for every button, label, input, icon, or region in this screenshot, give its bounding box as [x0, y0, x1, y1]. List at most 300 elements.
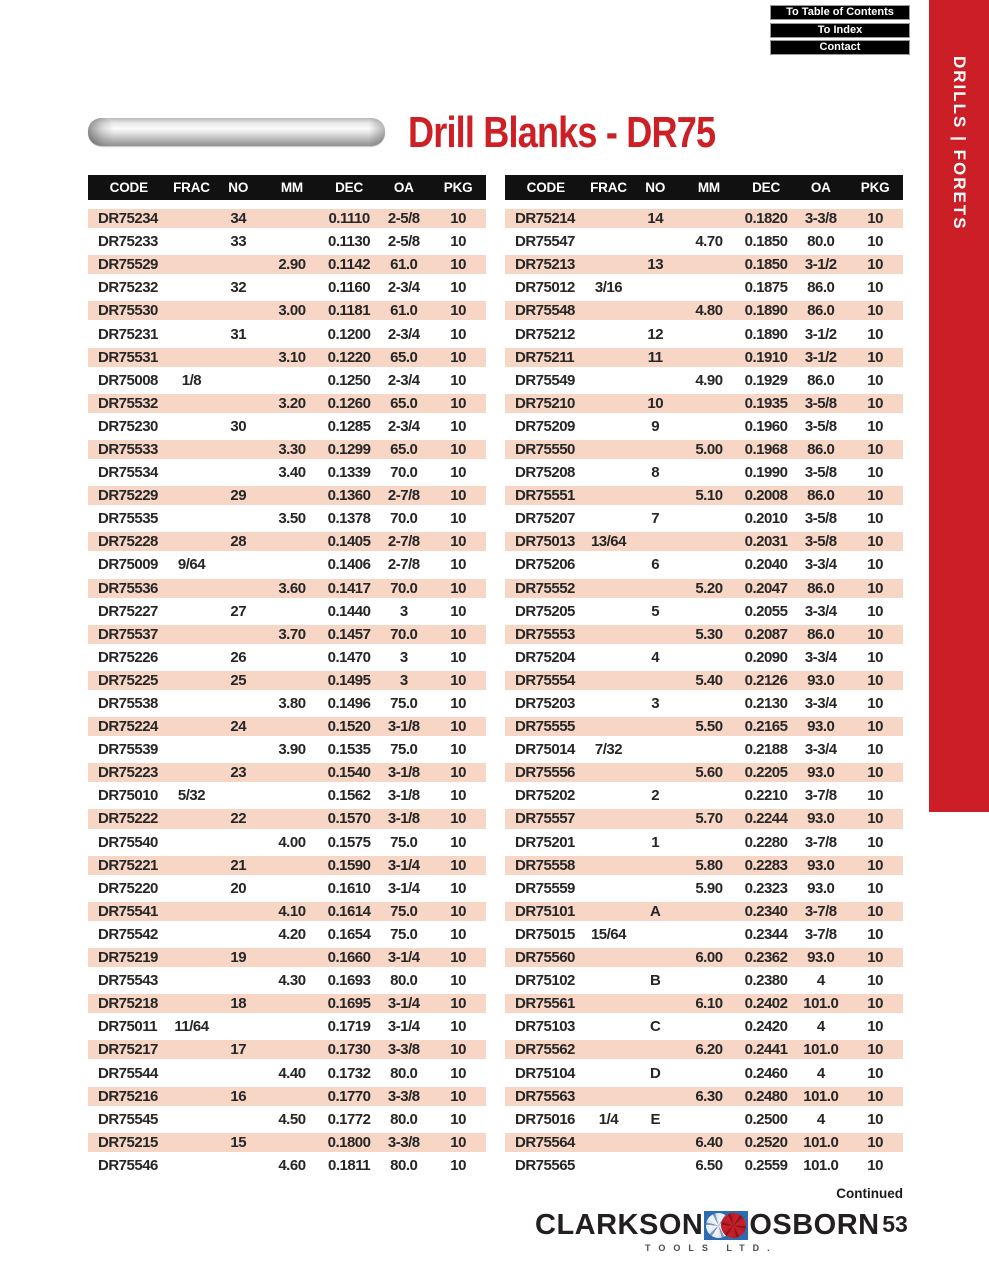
cell-oa: 3-1/8: [387, 764, 420, 782]
cell-dec: 0.2165: [744, 718, 788, 736]
cell-pkg: 10: [450, 533, 466, 551]
cell-code: DR75219: [98, 949, 158, 967]
cell-no: 19: [230, 949, 247, 967]
page-number: 53: [882, 1211, 908, 1237]
cell-oa: 86.0: [807, 440, 835, 458]
cell-mm: 6.40: [695, 1133, 723, 1151]
cell-pkg: 10: [450, 348, 466, 366]
cell-oa: 3-3/8: [387, 1041, 420, 1059]
cell-code: DR75213: [515, 256, 575, 274]
cell-no: 8: [651, 464, 660, 482]
cell-oa: 3-1/4: [387, 856, 420, 874]
cell-oa: 93.0: [807, 949, 835, 967]
cell-code: DR75550: [515, 440, 575, 458]
cell-no: 18: [230, 995, 247, 1013]
cell-oa: 3-3/4: [804, 556, 837, 574]
cell-code: DR75232: [98, 279, 158, 297]
cell-no: 29: [230, 487, 247, 505]
cell-pkg: 10: [867, 510, 883, 528]
cell-pkg: 10: [450, 856, 466, 874]
cell-pkg: 10: [450, 556, 466, 574]
cell-pkg: 10: [867, 256, 883, 274]
cell-pkg: 10: [867, 718, 883, 736]
cell-pkg: 10: [867, 394, 883, 412]
cell-pkg: 10: [450, 741, 466, 759]
cell-pkg: 10: [450, 210, 466, 228]
cell-pkg: 10: [867, 1133, 883, 1151]
cell-oa: 2-3/4: [387, 417, 420, 435]
cell-no: 3: [651, 695, 660, 713]
cell-code: DR75212: [515, 325, 575, 343]
cell-pkg: 10: [867, 233, 883, 251]
cell-code: DR75206: [515, 556, 575, 574]
cell-mm: 4.70: [695, 233, 723, 251]
table-row: [88, 948, 486, 971]
cell-mm: 3.70: [278, 625, 306, 643]
column-header-mm: MM: [697, 180, 720, 195]
cell-pkg: 10: [867, 440, 883, 458]
cell-oa: 93.0: [807, 671, 835, 689]
table-row: [88, 902, 486, 925]
cell-no: 2: [651, 787, 660, 805]
cell-oa: 2-5/8: [387, 233, 420, 251]
cell-dec: 0.2205: [744, 764, 788, 782]
table-row: [88, 1133, 486, 1156]
cell-dec: 0.1590: [327, 856, 371, 874]
cell-pkg: 10: [450, 648, 466, 666]
cell-pkg: 10: [450, 972, 466, 990]
cell-dec: 0.1614: [327, 902, 371, 920]
cell-oa: 86.0: [807, 371, 835, 389]
cell-dec: 0.2500: [744, 1110, 788, 1128]
cell-oa: 2-7/8: [387, 487, 420, 505]
cell-dec: 0.2126: [744, 671, 788, 689]
cell-pkg: 10: [450, 995, 466, 1013]
table-row: [88, 1156, 486, 1179]
cell-no: 20: [230, 879, 247, 897]
table-body: [505, 209, 903, 1179]
cell-oa: 3: [399, 671, 408, 689]
cell-mm: 5.20: [695, 579, 723, 597]
table-row: [505, 486, 903, 509]
to-index-button[interactable]: To Index: [770, 23, 910, 38]
cell-oa: 3: [399, 648, 408, 666]
cell-pkg: 10: [450, 1133, 466, 1151]
cell-code: DR75531: [98, 348, 158, 366]
cell-no: 21: [230, 856, 247, 874]
table-row: [505, 555, 903, 578]
cell-oa: 101.0: [803, 1041, 839, 1059]
cell-pkg: 10: [450, 718, 466, 736]
cell-dec: 0.1693: [327, 972, 371, 990]
cell-oa: 93.0: [807, 879, 835, 897]
cell-code: DR75545: [98, 1110, 158, 1128]
cell-code: DR75227: [98, 602, 158, 620]
cell-mm: 4.40: [278, 1064, 306, 1082]
to-table-of-contents-button[interactable]: To Table of Contents: [770, 5, 910, 20]
cell-dec: 0.1378: [327, 510, 371, 528]
cell-no: 24: [230, 718, 247, 736]
cell-no: 30: [230, 417, 247, 435]
table-row: [88, 925, 486, 948]
cell-oa: 101.0: [803, 995, 839, 1013]
page-title: Drill Blanks - DR75: [408, 108, 716, 157]
table-row: [505, 833, 903, 856]
table-row: [505, 879, 903, 902]
cell-mm: 3.10: [278, 348, 306, 366]
cell-pkg: 10: [867, 464, 883, 482]
parts-table-left: [88, 175, 486, 1179]
table-row: [505, 371, 903, 394]
column-header-pkg: PKG: [860, 180, 890, 195]
cell-no: 11: [647, 348, 663, 366]
table-row: [88, 440, 486, 463]
table-row: [505, 348, 903, 371]
cell-pkg: 10: [867, 579, 883, 597]
table-row: [88, 532, 486, 555]
table-row: [505, 625, 903, 648]
cell-oa: 3-3/8: [804, 210, 837, 228]
cell-code: DR75208: [515, 464, 575, 482]
cell-mm: 4.20: [278, 925, 306, 943]
cell-dec: 0.1250: [327, 371, 371, 389]
cell-pkg: 10: [867, 949, 883, 967]
cell-code: DR75559: [515, 879, 575, 897]
gear-swirl-right-icon: [721, 1213, 746, 1238]
table-row: [505, 763, 903, 786]
table-row: [505, 1040, 903, 1063]
cell-pkg: 10: [867, 371, 883, 389]
column-header-no: NO: [645, 180, 666, 195]
table-row: [88, 1063, 486, 1086]
cell-pkg: 10: [450, 1087, 466, 1105]
table-row: [88, 509, 486, 532]
cell-no: 33: [230, 233, 247, 251]
cell-mm: 6.30: [695, 1087, 723, 1105]
cell-oa: 3-1/4: [387, 995, 420, 1013]
table-row: [88, 809, 486, 832]
cell-code: DR75229: [98, 487, 158, 505]
cell-dec: 0.2210: [744, 787, 788, 805]
table-row: [505, 671, 903, 694]
table-row: [505, 509, 903, 532]
cell-code: DR75542: [98, 925, 158, 943]
cell-code: DR75555: [515, 718, 575, 736]
cell-oa: 61.0: [390, 256, 418, 274]
cell-oa: 75.0: [390, 925, 418, 943]
cell-oa: 70.0: [390, 464, 418, 482]
cell-code: DR75561: [515, 995, 575, 1013]
cell-code: DR75535: [98, 510, 158, 528]
cell-oa: 4: [816, 972, 825, 990]
cell-oa: 3-1/8: [387, 787, 420, 805]
cell-dec: 0.1570: [327, 810, 371, 828]
cell-frac: 11/64: [174, 1018, 209, 1036]
cell-frac: 1/8: [181, 371, 202, 389]
column-header-no: NO: [228, 180, 249, 195]
cell-pkg: 10: [867, 695, 883, 713]
cell-no: 23: [230, 764, 247, 782]
cell-dec: 0.2441: [744, 1041, 788, 1059]
contact-button[interactable]: Contact: [770, 40, 910, 55]
cell-mm: 5.00: [695, 440, 723, 458]
cell-code: DR75537: [98, 625, 158, 643]
cell-oa: 101.0: [803, 1133, 839, 1151]
cell-code: DR75563: [515, 1087, 575, 1105]
cell-dec: 0.1850: [744, 256, 788, 274]
table-row: [505, 1133, 903, 1156]
cell-code: DR75101: [515, 902, 575, 920]
cell-code: DR75539: [98, 741, 158, 759]
cell-pkg: 10: [867, 879, 883, 897]
cell-oa: 86.0: [807, 487, 835, 505]
cell-code: DR75218: [98, 995, 158, 1013]
cell-code: DR75231: [98, 325, 158, 343]
cell-oa: 4: [816, 1064, 825, 1082]
cell-dec: 0.1220: [327, 348, 371, 366]
cell-pkg: 10: [450, 279, 466, 297]
cell-pkg: 10: [867, 325, 883, 343]
cell-dec: 0.2340: [744, 902, 788, 920]
table-row: [88, 348, 486, 371]
table-row: [505, 809, 903, 832]
table-row: [88, 255, 486, 278]
cell-dec: 0.1730: [327, 1041, 371, 1059]
column-header-code: CODE: [526, 180, 565, 195]
table-row: [505, 209, 903, 232]
cell-dec: 0.1142: [328, 256, 371, 274]
cell-mm: 6.10: [695, 995, 723, 1013]
cell-code: DR75201: [515, 833, 575, 851]
cell-dec: 0.1811: [328, 1156, 371, 1174]
cell-oa: 65.0: [390, 348, 418, 366]
table-row: [88, 486, 486, 509]
cell-pkg: 10: [867, 556, 883, 574]
cell-mm: 3.40: [278, 464, 306, 482]
cell-oa: 3-5/8: [804, 510, 837, 528]
table-row: [88, 394, 486, 417]
cell-frac: 7/32: [594, 741, 623, 759]
cell-pkg: 10: [450, 925, 466, 943]
table-row: [505, 440, 903, 463]
cell-code: DR75546: [98, 1156, 158, 1174]
cell-dec: 0.1960: [744, 417, 788, 435]
cell-dec: 0.2244: [744, 810, 788, 828]
nav-buttons: [770, 5, 910, 58]
table-row: [505, 278, 903, 301]
table-row: [505, 902, 903, 925]
cell-oa: 3-3/4: [804, 648, 837, 666]
cell-no: 15: [230, 1133, 247, 1151]
table-row: [88, 602, 486, 625]
cell-code: DR75011: [98, 1018, 158, 1036]
cell-pkg: 10: [867, 348, 883, 366]
cell-oa: 3-1/2: [804, 256, 837, 274]
table-row: [505, 1110, 903, 1133]
cell-dec: 0.1910: [744, 348, 788, 366]
cell-pkg: 10: [450, 671, 466, 689]
cell-dec: 0.2087: [744, 625, 788, 643]
cell-oa: 2-7/8: [387, 533, 420, 551]
cell-oa: 70.0: [390, 510, 418, 528]
column-header-mm: MM: [280, 180, 303, 195]
cell-no: 16: [230, 1087, 247, 1105]
cell-oa: 75.0: [390, 741, 418, 759]
cell-code: DR75202: [515, 787, 575, 805]
cell-pkg: 10: [867, 1110, 883, 1128]
cell-no: 25: [230, 671, 247, 689]
cell-mm: 5.80: [695, 856, 723, 874]
cell-code: DR75549: [515, 371, 575, 389]
cell-dec: 0.1540: [327, 764, 371, 782]
table-row: [88, 971, 486, 994]
table-header: [505, 175, 903, 200]
cell-dec: 0.1732: [327, 1064, 371, 1082]
cell-no: 9: [651, 417, 660, 435]
cell-code: DR75220: [98, 879, 158, 897]
cell-pkg: 10: [450, 487, 466, 505]
cell-mm: 5.30: [695, 625, 723, 643]
cell-pkg: 10: [450, 302, 466, 320]
cell-oa: 80.0: [807, 233, 835, 251]
cell-oa: 3-7/8: [804, 925, 837, 943]
cell-code: DR75556: [515, 764, 575, 782]
cell-dec: 0.2031: [744, 533, 788, 551]
cell-dec: 0.2040: [744, 556, 788, 574]
cell-mm: 6.20: [695, 1041, 723, 1059]
cell-dec: 0.1285: [327, 417, 371, 435]
cell-mm: 2.90: [278, 256, 306, 274]
cell-oa: 3-3/4: [804, 602, 837, 620]
brand-name-clarkson: CLARKSON: [535, 1209, 704, 1241]
cell-code: DR75552: [515, 579, 575, 597]
table-header: [88, 175, 486, 200]
cell-pkg: 10: [867, 417, 883, 435]
cell-dec: 0.1110: [328, 210, 370, 228]
cell-dec: 0.1770: [327, 1087, 371, 1105]
cell-no: C: [650, 1018, 661, 1036]
cell-dec: 0.1470: [327, 648, 371, 666]
cell-pkg: 10: [867, 648, 883, 666]
cell-code: DR75207: [515, 510, 575, 528]
cell-oa: 4: [816, 1018, 825, 1036]
cell-dec: 0.1654: [327, 925, 371, 943]
cell-dec: 0.1562: [327, 787, 371, 805]
table-row: [505, 1156, 903, 1179]
cell-dec: 0.2402: [744, 995, 788, 1013]
cell-pkg: 10: [867, 741, 883, 759]
parts-table-right: [505, 175, 903, 1179]
cell-dec: 0.1495: [327, 671, 371, 689]
cell-dec: 0.1660: [327, 949, 371, 967]
column-header-dec: DEC: [752, 180, 780, 195]
table-row: [505, 1017, 903, 1040]
cell-oa: 3-1/2: [804, 348, 837, 366]
cell-code: DR75543: [98, 972, 158, 990]
cell-dec: 0.1610: [327, 879, 371, 897]
cell-code: DR75532: [98, 394, 158, 412]
cell-oa: 70.0: [390, 625, 418, 643]
cell-dec: 0.2420: [744, 1018, 788, 1036]
cell-code: DR75211: [515, 348, 575, 366]
cell-dec: 0.1968: [744, 440, 788, 458]
cell-dec: 0.1200: [327, 325, 371, 343]
table-row: [88, 1110, 486, 1133]
table-row: [88, 1040, 486, 1063]
table-row: [88, 463, 486, 486]
table-row: [505, 648, 903, 671]
table-row: [88, 371, 486, 394]
cell-mm: 3.90: [278, 741, 306, 759]
cell-code: DR75540: [98, 833, 158, 851]
cell-frac: 3/16: [594, 279, 623, 297]
cell-dec: 0.2130: [744, 695, 788, 713]
cell-code: DR75562: [515, 1041, 575, 1059]
cell-oa: 75.0: [390, 833, 418, 851]
cell-pkg: 10: [450, 464, 466, 482]
cell-code: DR75233: [98, 233, 158, 251]
table-row: [88, 209, 486, 232]
cell-code: DR75102: [515, 972, 575, 990]
cell-code: DR75228: [98, 533, 158, 551]
cell-dec: 0.1360: [327, 487, 371, 505]
cell-dec: 0.1417: [327, 579, 371, 597]
cell-dec: 0.1875: [744, 279, 788, 297]
cell-mm: 3.80: [278, 695, 306, 713]
cell-oa: 3-7/8: [804, 787, 837, 805]
cell-pkg: 10: [867, 302, 883, 320]
cell-code: DR75558: [515, 856, 575, 874]
cell-code: DR75224: [98, 718, 158, 736]
cell-oa: 3-1/8: [387, 810, 420, 828]
cell-mm: 3.60: [278, 579, 306, 597]
cell-mm: 5.60: [695, 764, 723, 782]
table-row: [88, 417, 486, 440]
cell-dec: 0.1405: [327, 533, 371, 551]
table-row: [505, 948, 903, 971]
cell-pkg: 10: [867, 625, 883, 643]
table-row: [88, 717, 486, 740]
cell-dec: 0.1457: [327, 625, 371, 643]
cell-no: A: [650, 902, 661, 920]
cell-pkg: 10: [867, 995, 883, 1013]
column-header-frac: FRAC: [590, 180, 627, 195]
cell-dec: 0.2188: [744, 741, 788, 759]
cell-oa: 3-3/4: [804, 695, 837, 713]
cell-oa: 80.0: [390, 1064, 418, 1082]
brand-row: [535, 1210, 880, 1240]
cell-dec: 0.2090: [744, 648, 788, 666]
cell-mm: 5.10: [695, 487, 723, 505]
gear-logo-icon: [704, 1211, 748, 1240]
cell-dec: 0.2280: [744, 833, 788, 851]
cell-code: DR75225: [98, 671, 158, 689]
cell-pkg: 10: [867, 602, 883, 620]
cell-pkg: 10: [450, 440, 466, 458]
table-row: [505, 394, 903, 417]
cell-pkg: 10: [450, 579, 466, 597]
table-row: [88, 232, 486, 255]
table-row: [505, 994, 903, 1017]
table-row: [505, 255, 903, 278]
cell-code: DR75553: [515, 625, 575, 643]
cell-no: E: [650, 1110, 660, 1128]
cell-pkg: 10: [450, 1156, 466, 1174]
cell-pkg: 10: [867, 487, 883, 505]
cell-dec: 0.1339: [327, 464, 371, 482]
cell-code: DR75203: [515, 695, 575, 713]
cell-dec: 0.1520: [327, 718, 371, 736]
